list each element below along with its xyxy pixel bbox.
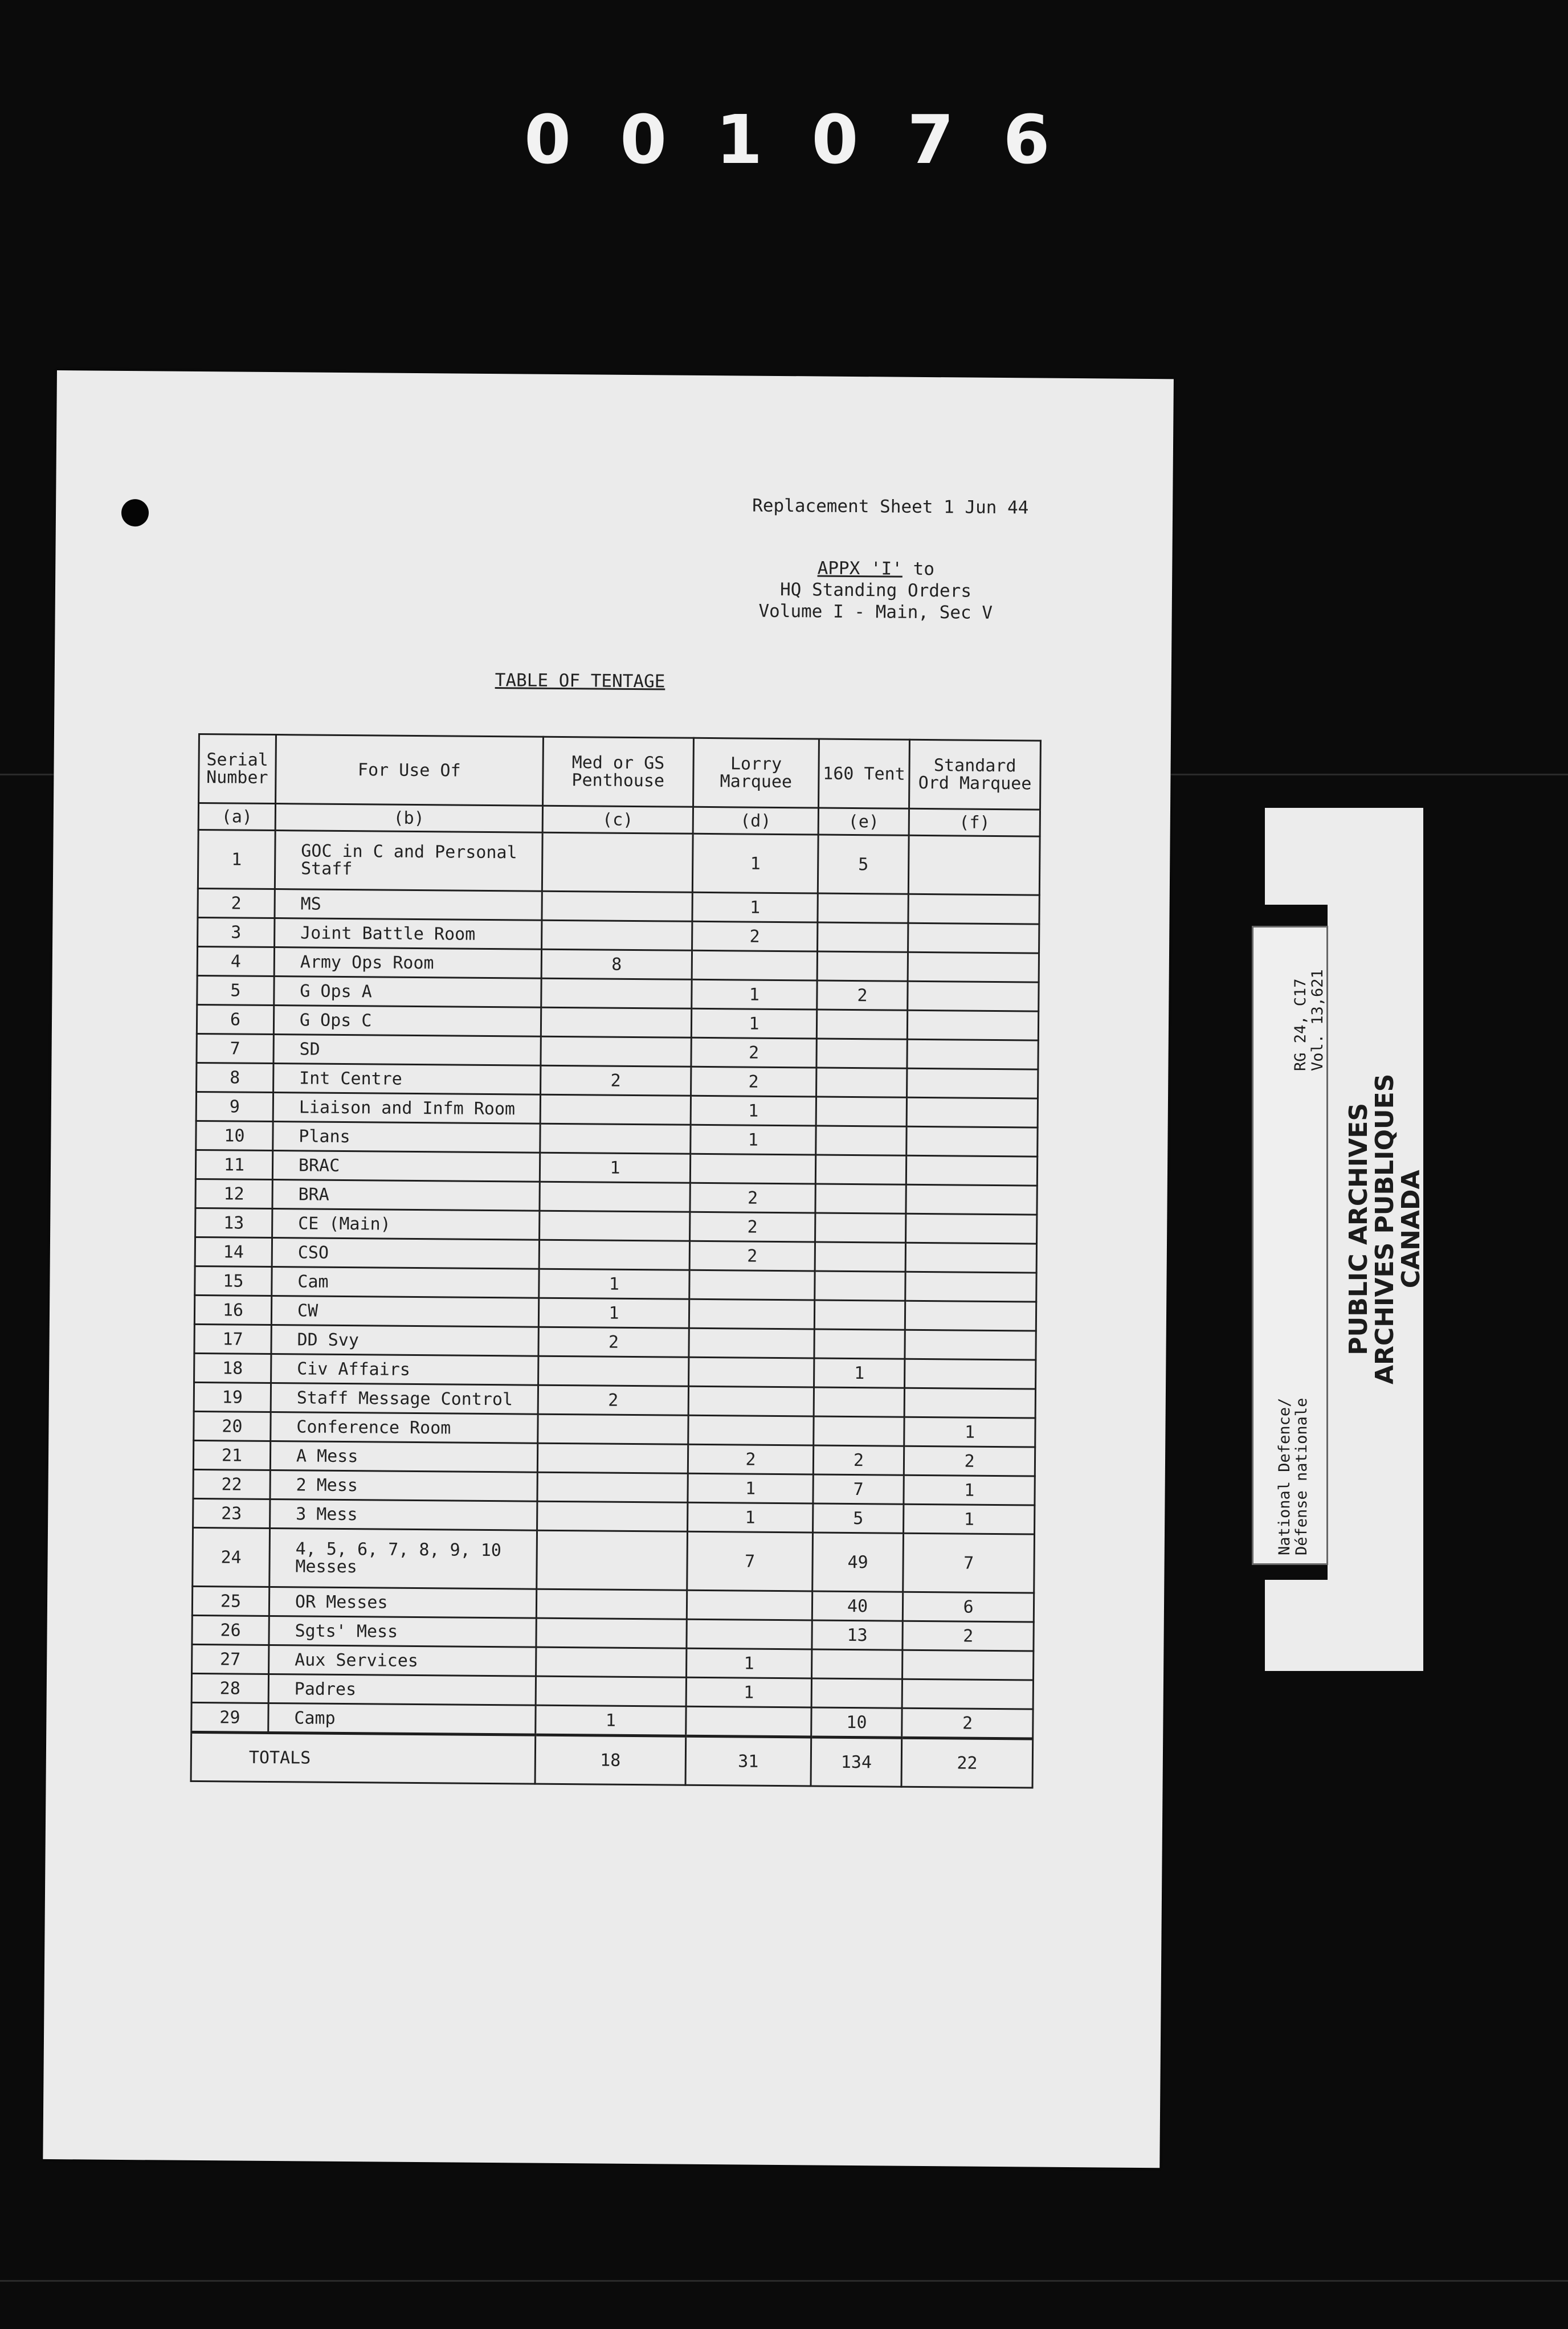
cell-c: [539, 1211, 690, 1241]
cell-a: 12: [195, 1179, 272, 1208]
cell-e: [814, 1271, 905, 1301]
cell-c: 2: [540, 1065, 691, 1096]
cell-a: 8: [197, 1063, 273, 1092]
cell-c: [542, 832, 693, 892]
total-d: 31: [685, 1736, 811, 1786]
cell-d: 7: [687, 1531, 812, 1591]
cell-b: 2 Mess: [270, 1470, 537, 1501]
cell-a: 28: [191, 1673, 268, 1703]
cell-e: [814, 1300, 905, 1330]
total-f: 22: [901, 1738, 1032, 1788]
cell-b: Sgts' Mess: [269, 1616, 536, 1647]
cell-d: 2: [688, 1444, 813, 1474]
cell-d: 1: [691, 1096, 816, 1126]
archive-institution-stamp: PUBLIC ARCHIVES ARCHIVES PUBLIQUES CANADA: [1344, 1073, 1426, 1384]
cell-c: 2: [538, 1327, 689, 1357]
cell-c: [537, 1443, 688, 1473]
archive-reference: RG 24, C17 Vol. 13,621: [1292, 969, 1326, 1071]
cell-c: [540, 1123, 691, 1154]
total-c: 18: [535, 1735, 686, 1785]
cell-a: 2: [198, 888, 275, 918]
cell-b: Conference Room: [271, 1412, 538, 1444]
cell-a: 18: [194, 1353, 271, 1383]
cell-e: [811, 1678, 903, 1708]
cell-e: [811, 1649, 903, 1679]
cell-a: 26: [192, 1615, 269, 1645]
column-letter-d: (d): [693, 807, 818, 835]
cell-e: 13: [812, 1620, 903, 1650]
cell-d: [688, 1386, 814, 1416]
cell-c: [541, 978, 692, 1008]
cell-b: Civ Affairs: [271, 1354, 538, 1386]
cell-f: [903, 1650, 1034, 1680]
cell-a: 15: [195, 1266, 272, 1296]
cell-c: [538, 1356, 689, 1386]
cell-b: 3 Mess: [270, 1499, 537, 1530]
cell-a: 4: [197, 946, 274, 976]
cell-e: [816, 1097, 907, 1126]
document-sheet: [43, 370, 1174, 2168]
cell-b: CW: [271, 1296, 538, 1327]
cell-e: 2: [816, 980, 908, 1010]
cell-f: [907, 1068, 1038, 1098]
cell-a: 23: [193, 1498, 270, 1528]
cell-b: OR Messes: [269, 1587, 536, 1618]
cell-f: 7: [903, 1533, 1034, 1593]
cell-e: [815, 1126, 906, 1155]
column-letter-e: (e): [818, 808, 909, 835]
cell-e: [818, 893, 909, 923]
archive-department: National Defence/ Défense nationale: [1276, 1398, 1310, 1555]
cell-d: [689, 1328, 814, 1358]
cell-a: 17: [194, 1324, 271, 1354]
cell-d: 1: [692, 979, 817, 1010]
tentage-table: [190, 733, 1042, 1789]
cell-e: [815, 1213, 906, 1243]
cell-e: [815, 1184, 906, 1213]
cell-c: 1: [540, 1153, 691, 1183]
cell-e: [814, 1329, 905, 1359]
cell-d: 2: [690, 1212, 815, 1242]
cell-f: [905, 1359, 1036, 1389]
cell-c: 8: [541, 949, 692, 979]
cell-a: 22: [193, 1469, 270, 1499]
cell-f: [906, 1213, 1037, 1244]
cell-e: 5: [812, 1503, 904, 1533]
cell-c: 2: [538, 1385, 689, 1415]
cell-f: 6: [903, 1592, 1034, 1622]
cell-f: 2: [902, 1708, 1033, 1739]
cell-b: G Ops C: [273, 1006, 541, 1037]
cell-e: [816, 1068, 907, 1097]
cell-d: 2: [691, 1037, 816, 1068]
cell-c: [536, 1618, 687, 1648]
cell-d: [689, 1299, 814, 1329]
microfilm-frame-number: 001076: [524, 100, 1099, 179]
cell-f: [905, 1301, 1036, 1331]
cell-a: 14: [195, 1237, 272, 1266]
cell-f: [902, 1679, 1033, 1709]
cell-f: [905, 1243, 1036, 1273]
column-header-a: Serial Number: [199, 734, 276, 803]
column-letter-f: (f): [909, 808, 1040, 836]
cell-b: 4, 5, 6, 7, 8, 9, 10 Messes: [270, 1528, 537, 1589]
cell-e: [815, 1155, 906, 1184]
cell-c: [537, 1472, 688, 1502]
cell-f: 1: [904, 1475, 1035, 1505]
cell-a: 10: [196, 1121, 273, 1150]
cell-e: [817, 951, 908, 981]
cell-d: [689, 1270, 815, 1300]
cell-c: [537, 1501, 688, 1531]
cell-a: 25: [192, 1586, 269, 1616]
cell-b: BRA: [272, 1180, 540, 1211]
cell-d: [686, 1706, 811, 1737]
cell-e: [817, 922, 908, 952]
cell-d: 1: [692, 833, 818, 893]
cell-f: [906, 1097, 1038, 1127]
cell-c: [536, 1589, 687, 1619]
cell-c: [536, 1647, 687, 1677]
cell-d: 1: [691, 1125, 816, 1155]
cell-b: SD: [273, 1035, 541, 1066]
cell-d: [687, 1590, 812, 1620]
cell-b: BRAC: [272, 1151, 540, 1182]
cell-f: [905, 1330, 1036, 1360]
cell-b: Aux Services: [268, 1645, 536, 1676]
appendix-reference: [739, 557, 1013, 624]
cell-a: 11: [195, 1150, 272, 1179]
cell-b: MS: [275, 889, 542, 921]
cell-a: 20: [194, 1411, 271, 1441]
cell-a: 3: [198, 917, 275, 947]
cell-f: [909, 835, 1040, 895]
cell-b: GOC in C and Personal Staff: [275, 831, 542, 892]
cell-d: [690, 1154, 815, 1184]
cell-e: [814, 1387, 905, 1417]
cell-d: 1: [688, 1502, 813, 1533]
cell-b: Int Centre: [273, 1064, 540, 1095]
table-title: TABLE OF TENTAGE: [495, 670, 665, 692]
cell-d: 1: [691, 1008, 816, 1039]
cell-d: 1: [688, 1473, 813, 1503]
cell-e: [816, 1010, 908, 1039]
column-header-c: Med or GS Penthouse: [542, 737, 693, 807]
cell-b: Padres: [268, 1674, 536, 1705]
cell-e: 1: [814, 1358, 905, 1388]
cell-e: [813, 1416, 904, 1446]
cell-f: [906, 1126, 1038, 1157]
cell-f: [907, 1039, 1038, 1069]
cell-b: CSO: [272, 1238, 539, 1269]
cell-f: [908, 923, 1039, 953]
cell-d: [689, 1357, 814, 1387]
cell-e: 40: [812, 1591, 903, 1621]
cell-a: 7: [197, 1033, 273, 1063]
cell-b: Camp: [268, 1703, 536, 1735]
cell-d: 2: [691, 1067, 816, 1097]
cell-a: 5: [197, 975, 274, 1005]
cell-b: CE (Main): [272, 1209, 539, 1240]
cell-d: 2: [690, 1183, 815, 1213]
cell-d: [692, 950, 817, 980]
cell-a: 19: [194, 1382, 271, 1412]
cell-b: A Mess: [270, 1441, 537, 1473]
cell-e: 49: [812, 1533, 903, 1592]
column-header-b: For Use Of: [275, 735, 543, 806]
cell-c: [541, 1036, 692, 1067]
cell-b: Joint Battle Room: [274, 918, 541, 950]
cell-b: Cam: [272, 1267, 539, 1298]
cell-f: [908, 981, 1039, 1011]
cell-c: [539, 1240, 690, 1270]
cell-a: 29: [191, 1702, 268, 1733]
cell-c: [541, 1007, 692, 1037]
cell-a: 21: [193, 1440, 270, 1470]
column-letter-a: (a): [198, 803, 275, 830]
cell-f: 1: [904, 1504, 1035, 1534]
cell-f: [908, 894, 1039, 924]
cell-c: 1: [535, 1705, 686, 1736]
cell-a: 9: [196, 1092, 273, 1121]
cell-e: 5: [818, 835, 909, 894]
total-e: 134: [811, 1737, 902, 1787]
cell-a: 6: [197, 1004, 273, 1034]
cell-e: 7: [813, 1474, 904, 1504]
cell-c: [536, 1530, 687, 1590]
appendix-volume: Volume I - Main, Sec V: [758, 600, 993, 623]
cell-f: 2: [903, 1621, 1034, 1651]
cell-d: 2: [692, 921, 818, 951]
cell-d: [688, 1415, 814, 1445]
column-header-f: Standard Ord Marquee: [909, 739, 1041, 810]
cell-b: DD Svy: [271, 1325, 538, 1356]
cell-a: 27: [192, 1644, 269, 1674]
cell-c: [540, 1182, 691, 1212]
cell-d: 1: [686, 1677, 811, 1707]
film-scratch-line: [0, 2280, 1568, 2282]
column-letter-c: (c): [542, 806, 693, 833]
cell-a: 24: [193, 1527, 270, 1587]
column-header-e: 160 Tent: [818, 739, 910, 808]
table-row: [193, 1527, 1035, 1593]
cell-c: [541, 920, 692, 950]
cell-b: Army Ops Room: [274, 947, 541, 979]
cell-a: 1: [198, 830, 275, 889]
punch-hole: [121, 499, 149, 526]
cell-b: Plans: [273, 1122, 540, 1153]
cell-f: [906, 1155, 1038, 1186]
cell-e: [815, 1242, 906, 1272]
cell-f: 2: [904, 1446, 1035, 1476]
cell-a: 16: [194, 1295, 271, 1325]
cell-c: [537, 1414, 688, 1444]
cell-b: Liaison and Infm Room: [273, 1093, 540, 1124]
cell-d: 1: [692, 892, 818, 922]
replacement-sheet-note: Replacement Sheet 1 Jun 44: [752, 495, 1029, 518]
cell-f: [908, 952, 1039, 982]
cell-b: Staff Message Control: [271, 1383, 538, 1415]
cell-c: [542, 891, 693, 921]
cell-d: [687, 1619, 812, 1649]
cell-f: [906, 1184, 1037, 1215]
cell-d: 2: [689, 1241, 815, 1271]
cell-d: 1: [687, 1648, 812, 1678]
cell-b: G Ops A: [274, 976, 541, 1008]
cell-f: [905, 1272, 1036, 1302]
cell-f: [904, 1388, 1035, 1418]
cell-e: [816, 1039, 908, 1068]
cell-c: [536, 1676, 687, 1706]
totals-row: [191, 1732, 1033, 1788]
appendix-title-suffix: to: [902, 558, 935, 580]
cell-e: 10: [811, 1707, 902, 1738]
cell-f: [908, 1010, 1039, 1040]
table-row: [198, 830, 1040, 895]
appendix-orders: HQ Standing Orders: [779, 579, 972, 602]
cell-c: 1: [538, 1269, 689, 1299]
column-header-d: Lorry Marquee: [693, 738, 819, 808]
cell-f: 1: [904, 1417, 1035, 1447]
cell-e: 2: [813, 1445, 904, 1475]
appendix-title: APPX 'I': [817, 558, 903, 579]
cell-c: 1: [538, 1298, 689, 1328]
totals-label: TOTALS: [191, 1732, 535, 1784]
cell-a: 13: [195, 1208, 272, 1237]
cell-c: [540, 1094, 691, 1125]
column-letter-b: (b): [275, 804, 542, 833]
